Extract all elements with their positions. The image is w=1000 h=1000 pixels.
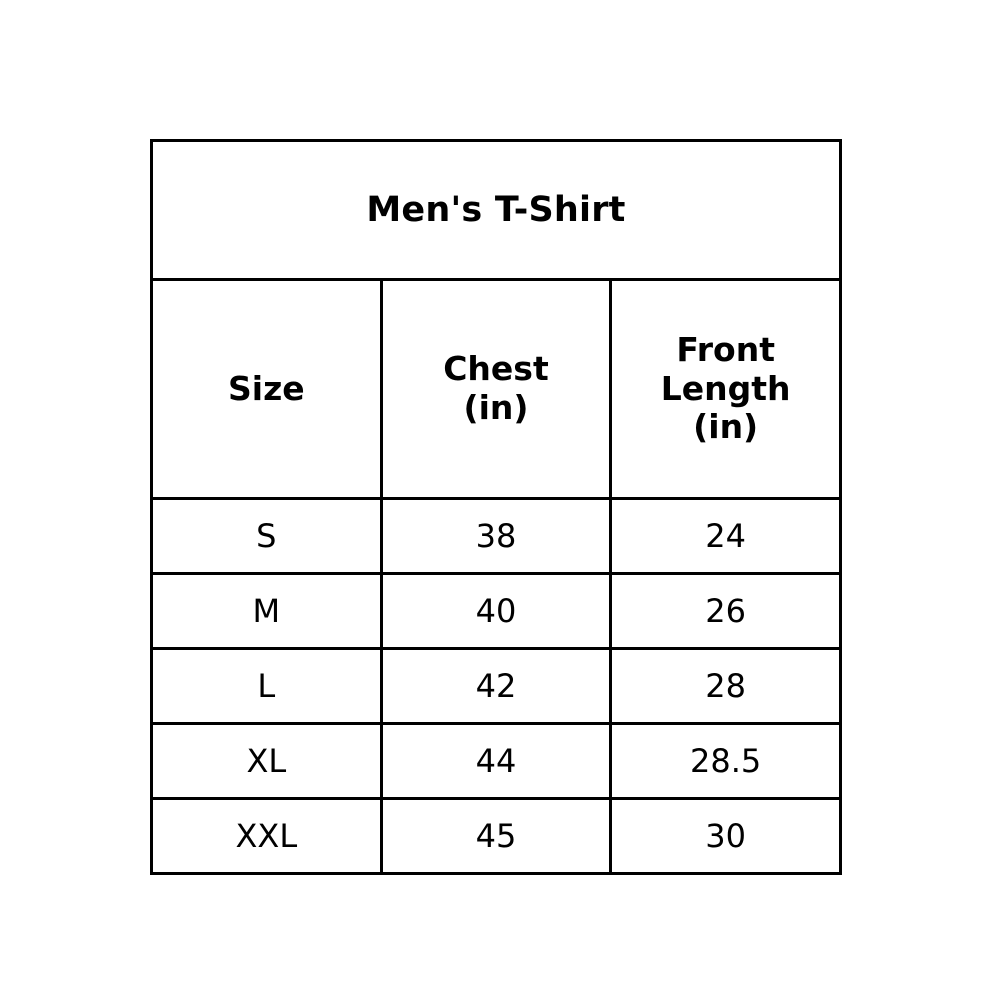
cell-size: XL xyxy=(152,724,382,799)
table-title-row xyxy=(152,141,841,280)
table-row xyxy=(152,574,841,649)
column-header-size xyxy=(152,280,382,499)
column-header-front-length-line-3: (in) xyxy=(693,407,759,447)
column-header-size-line-1: Size xyxy=(227,368,305,408)
cell-chest: 45 xyxy=(381,799,611,874)
size-chart-table xyxy=(150,139,842,875)
column-header-chest xyxy=(381,280,611,499)
cell-front-length: 24 xyxy=(611,499,841,574)
table-row xyxy=(152,649,841,724)
column-header-front-length xyxy=(611,280,841,499)
column-header-chest-line-1: Chest xyxy=(443,349,549,389)
cell-front-length: 28 xyxy=(611,649,841,724)
table-row xyxy=(152,499,841,574)
cell-chest: 38 xyxy=(381,499,611,574)
cell-size: L xyxy=(152,649,382,724)
cell-chest: 44 xyxy=(381,724,611,799)
table-row xyxy=(152,724,841,799)
cell-front-length: 26 xyxy=(611,574,841,649)
cell-size: M xyxy=(152,574,382,649)
column-header-chest-line-2: (in) xyxy=(463,388,529,427)
cell-front-length: 28.5 xyxy=(611,724,841,799)
table-row xyxy=(152,799,841,874)
column-header-front-length-line-2: Length xyxy=(660,368,791,408)
cell-chest: 42 xyxy=(381,649,611,724)
cell-size: S xyxy=(152,499,382,574)
column-header-front-length-line-1: Front xyxy=(676,329,775,369)
table-header-row xyxy=(152,280,841,499)
cell-chest: 40 xyxy=(381,574,611,649)
cell-front-length: 30 xyxy=(611,799,841,874)
cell-size: XXL xyxy=(152,799,382,874)
page-title: Men's T-Shirt xyxy=(152,141,841,280)
